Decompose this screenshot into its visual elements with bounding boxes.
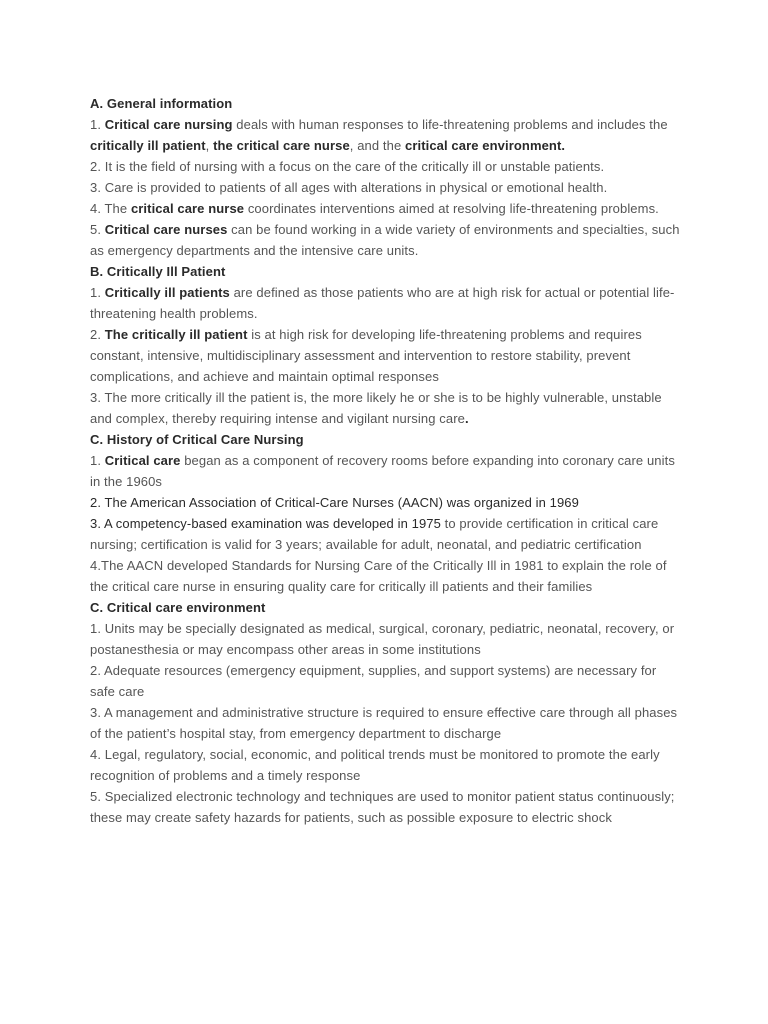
term-critical-care: Critical care bbox=[104, 453, 181, 468]
item-text: are defined as those patients who are at high risk for actual or potential life-threatening health problems. bbox=[90, 285, 675, 321]
term-critically-ill-patients: Critically ill patients bbox=[104, 285, 230, 300]
term-critical-care-nurses: Critical care nurses bbox=[104, 222, 228, 237]
section-b-item-2 bbox=[90, 324, 680, 387]
section-d-item-5: 5. Specialized electronic technology and techniques are used to monitor patient status continuously; these may create safety hazards for patients, such as possible exposure to electric shock bbox=[90, 789, 675, 825]
section-d-item-2: 2. Adequate resources (emergency equipment, supplies, and support systems) are necessary for safe care bbox=[90, 663, 657, 699]
term-the-critically-ill-patient: The critically ill patient bbox=[104, 327, 248, 342]
section-a-item-3: 3. Care is provided to patients of all ages with alterations in physical or emotional health. bbox=[90, 180, 608, 195]
item-text: coordinates interventions aimed at resolving life-threatening problems. bbox=[244, 201, 659, 216]
section-c-item-3 bbox=[90, 513, 680, 555]
section-a-item-4 bbox=[90, 198, 680, 219]
section-c-item-1 bbox=[90, 450, 680, 492]
section-c-heading: C. History of Critical Care Nursing bbox=[90, 432, 304, 447]
item-number: 1. bbox=[90, 285, 105, 300]
item-text-emphasis: 3. A competency-based examination was developed in 1975 bbox=[90, 516, 441, 531]
section-a-item-1 bbox=[90, 114, 680, 156]
item-text: deals with human responses to life-threatening problems and includes the bbox=[232, 117, 668, 132]
term-critical-care-nurse: the critical care nurse bbox=[213, 138, 350, 153]
item-text: can be found working in a wide variety of environments and specialties, such as emergency departments and the intensive care units. bbox=[90, 222, 680, 258]
section-a-item-5 bbox=[90, 219, 680, 261]
item-period: . bbox=[464, 411, 469, 426]
item-text: to provide certification in critical care nursing; certification is valid for 3 years; available for adult, neonatal, and pediatric certification bbox=[90, 516, 659, 552]
section-c-item-2: 2. The American Association of Critical-Care Nurses (AACN) was organized in 1969 bbox=[90, 495, 579, 510]
section-d-heading: C. Critical care environment bbox=[90, 600, 266, 615]
section-d-item-3: 3. A management and administrative structure is required to ensure effective care through all phases of the patient’s hospital stay, from emergency department to discharge bbox=[90, 705, 678, 741]
document-body bbox=[90, 93, 680, 828]
section-a-heading: A. General information bbox=[90, 96, 233, 111]
item-text: , and the bbox=[349, 138, 405, 153]
item-number: 2. bbox=[90, 327, 105, 342]
item-text: 3. The more critically ill the patient is, the more likely he or she is to be highly vulnerable, unstable and complex, thereby requiring intense and vigilant nursing care bbox=[90, 390, 662, 426]
item-number: 1. bbox=[90, 117, 105, 132]
item-text: is at high risk for developing life-threatening problems and requires constant, intensive, multidisciplinary assessment and intervention to restore stability, prevent complications, and achieve and maintain optimal responses bbox=[90, 327, 642, 384]
section-b-item-1 bbox=[90, 282, 680, 324]
term-critically-ill-patient: critically ill patient bbox=[90, 138, 206, 153]
item-number: 4. The bbox=[90, 201, 131, 216]
section-a-item-2: 2. It is the field of nursing with a focus on the care of the critically ill or unstable patients. bbox=[90, 159, 605, 174]
item-number: 5. bbox=[90, 222, 105, 237]
term-critical-care-nursing: Critical care nursing bbox=[104, 117, 233, 132]
item-number: 1. bbox=[90, 453, 105, 468]
section-d-item-1: 1. Units may be specially designated as medical, surgical, coronary, pediatric, neonatal, recovery, or postanesthesia or may encompass other areas in some institutions bbox=[90, 621, 675, 657]
section-b-item-3 bbox=[90, 387, 680, 429]
section-b-heading: B. Critically Ill Patient bbox=[90, 264, 226, 279]
section-d-item-4: 4. Legal, regulatory, social, economic, and political trends must be monitored to promote the early recognition of problems and a timely response bbox=[90, 747, 660, 783]
term-critical-care-environment: critical care environment. bbox=[405, 138, 566, 153]
term-critical-care-nurse: critical care nurse bbox=[130, 201, 245, 216]
item-text: , bbox=[205, 138, 214, 153]
item-text: began as a component of recovery rooms before expanding into coronary care units in the 1960s bbox=[90, 453, 675, 489]
section-c-item-4: 4.The AACN developed Standards for Nursing Care of the Critically Ill in 1981 to explain the role of the critical care nurse in ensuring quality care for critically ill patients and their families bbox=[90, 558, 667, 594]
